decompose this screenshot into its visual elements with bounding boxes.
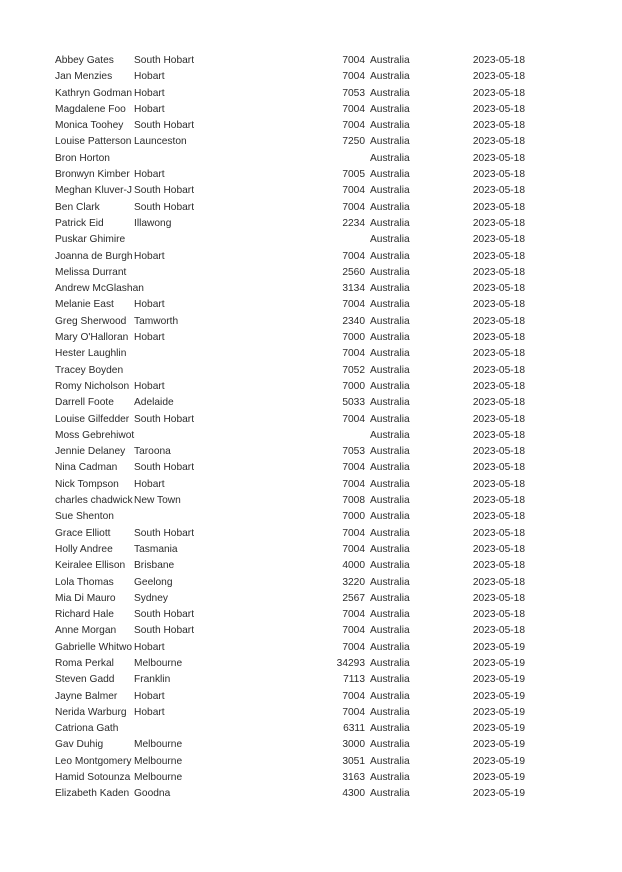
- country-cell: Australia: [370, 576, 410, 588]
- name-cell: Darrell Foote: [55, 397, 114, 409]
- date-cell: 2023-05-19: [472, 772, 525, 784]
- country-cell: Australia: [370, 120, 410, 132]
- date-cell: 2023-05-18: [472, 380, 525, 392]
- city-cell: South Hobart: [134, 120, 195, 132]
- postcode-cell: 7004: [342, 413, 365, 425]
- postcode-cell: 7113: [343, 674, 365, 686]
- postcode-cell: 3220: [342, 576, 365, 588]
- country-cell: Australia: [370, 543, 410, 555]
- date-cell: 2023-05-18: [472, 169, 525, 181]
- postcode-cell: 3134: [342, 283, 365, 295]
- country-cell: Australia: [370, 462, 410, 474]
- name-cell: Roma Perkal: [55, 657, 114, 669]
- name-cell: Anne Morgan: [55, 625, 117, 637]
- postcode-cell: 7004: [342, 103, 365, 115]
- country-cell: Australia: [370, 201, 410, 213]
- table-row: [55, 167, 535, 183]
- city-cell: Hobart: [134, 478, 165, 490]
- table-row: [55, 314, 535, 330]
- name-cell: Louise Patterson: [55, 136, 132, 148]
- name-cell: Romy Nicholson: [55, 380, 130, 392]
- country-cell: Australia: [370, 87, 410, 99]
- name-cell: Nerida Warburg: [55, 706, 127, 718]
- postcode-cell: 34293: [336, 657, 365, 669]
- table-row: [55, 102, 535, 118]
- name-cell: Bronwyn Kimber: [55, 169, 130, 181]
- name-cell: Magdalene Foo: [55, 103, 126, 115]
- table-row: [55, 265, 535, 281]
- table-row: [55, 460, 535, 476]
- city-cell: Hobart: [134, 71, 165, 83]
- name-cell: Nina Cadman: [55, 462, 118, 474]
- name-cell: Holly Andree: [55, 543, 113, 555]
- postcode-cell: 4300: [342, 788, 365, 800]
- name-cell: Joanna de Burgh: [55, 250, 133, 262]
- date-cell: 2023-05-18: [472, 495, 525, 507]
- postcode-cell: 7004: [342, 641, 365, 653]
- date-cell: 2023-05-18: [472, 136, 525, 148]
- table-row: [55, 607, 535, 623]
- table-row: [55, 591, 535, 607]
- name-cell: Patrick Eid: [55, 217, 104, 229]
- table-row: [55, 640, 535, 656]
- table-row: [55, 721, 535, 737]
- country-cell: Australia: [370, 103, 410, 115]
- table-row: [55, 216, 535, 232]
- city-cell: Hobart: [134, 641, 165, 653]
- name-cell: Hamid Sotounza: [55, 772, 131, 784]
- date-cell: 2023-05-18: [472, 103, 525, 115]
- date-cell: 2023-05-18: [472, 315, 525, 327]
- name-cell: Keiralee Ellison: [55, 560, 126, 572]
- country-cell: Australia: [370, 380, 410, 392]
- name-cell: Gav Duhig: [55, 739, 104, 751]
- name-cell: Leo Montgomery: [55, 755, 132, 767]
- postcode-cell: 7000: [342, 380, 365, 392]
- city-cell: Franklin: [134, 674, 171, 686]
- name-cell: Grace Elliott: [55, 527, 111, 539]
- name-cell: Greg Sherwood: [55, 315, 127, 327]
- country-cell: Australia: [370, 592, 410, 604]
- country-cell: Australia: [370, 560, 410, 572]
- date-cell: 2023-05-19: [472, 641, 525, 653]
- postcode-cell: 6311: [343, 723, 365, 735]
- date-cell: 2023-05-18: [472, 543, 525, 555]
- name-cell: Hester Laughlin: [55, 348, 127, 360]
- country-cell: Australia: [370, 429, 410, 441]
- city-cell: Sydney: [134, 592, 168, 604]
- postcode-cell: 4000: [342, 560, 365, 572]
- city-cell: Hobart: [134, 380, 165, 392]
- date-cell: 2023-05-18: [472, 55, 525, 66]
- date-cell: 2023-05-18: [472, 609, 525, 621]
- table-row: [55, 69, 535, 85]
- postcode-cell: 7004: [342, 55, 365, 66]
- postcode-cell: 7004: [342, 625, 365, 637]
- city-cell: South Hobart: [134, 625, 195, 637]
- table-row: [55, 281, 535, 297]
- name-cell: Moss Gebrehiwot: [55, 429, 135, 441]
- table-row: [55, 379, 535, 395]
- country-cell: Australia: [370, 185, 410, 197]
- postcode-cell: 3051: [342, 755, 365, 767]
- name-cell: Richard Hale: [55, 609, 114, 621]
- name-cell: Catriona Gath: [55, 723, 119, 735]
- country-cell: Australia: [370, 364, 410, 376]
- name-cell: Tracey Boyden: [55, 364, 124, 376]
- country-cell: Australia: [370, 283, 410, 295]
- date-cell: 2023-05-18: [472, 185, 525, 197]
- city-cell: Goodna: [134, 788, 171, 800]
- country-cell: Australia: [370, 495, 410, 507]
- country-cell: Australia: [370, 136, 410, 148]
- date-cell: 2023-05-19: [472, 723, 525, 735]
- name-cell: Bron Horton: [55, 152, 110, 164]
- country-cell: Australia: [370, 446, 410, 458]
- name-cell: Lola Thomas: [55, 576, 114, 588]
- date-cell: 2023-05-19: [472, 657, 525, 669]
- country-cell: Australia: [370, 169, 410, 181]
- table-row: [55, 346, 535, 362]
- name-cell: Elizabeth Kaden: [55, 788, 130, 800]
- table-row: [55, 200, 535, 216]
- country-cell: Australia: [370, 315, 410, 327]
- postcode-cell: 3163: [342, 772, 365, 784]
- date-cell: 2023-05-18: [472, 250, 525, 262]
- date-cell: 2023-05-18: [472, 462, 525, 474]
- table-row: [55, 542, 535, 558]
- name-cell: Gabrielle Whitwo: [55, 641, 132, 653]
- country-cell: Australia: [370, 739, 410, 751]
- table-row: [55, 444, 535, 460]
- city-cell: Adelaide: [134, 397, 174, 409]
- postcode-cell: 5033: [342, 397, 365, 409]
- name-cell: Monica Toohey: [55, 120, 124, 132]
- date-cell: 2023-05-18: [472, 201, 525, 213]
- city-cell: New Town: [134, 495, 181, 507]
- city-cell: South Hobart: [134, 462, 195, 474]
- name-cell: Melissa Durrant: [55, 266, 127, 278]
- name-cell: Mary O'Halloran: [55, 332, 129, 344]
- country-cell: Australia: [370, 723, 410, 735]
- date-cell: 2023-05-18: [472, 217, 525, 229]
- table-row: [55, 412, 535, 428]
- postcode-cell: 7004: [342, 706, 365, 718]
- signatory-table: [55, 53, 535, 803]
- date-cell: 2023-05-18: [472, 625, 525, 637]
- name-cell: Meghan Kluver-J: [55, 185, 133, 197]
- table-row: [55, 134, 535, 150]
- date-cell: 2023-05-18: [472, 527, 525, 539]
- date-cell: 2023-05-18: [472, 71, 525, 83]
- date-cell: 2023-05-18: [472, 348, 525, 360]
- table-row: [55, 526, 535, 542]
- name-cell: Jayne Balmer: [55, 690, 118, 702]
- name-cell: Ben Clark: [55, 201, 100, 213]
- date-cell: 2023-05-18: [472, 152, 525, 164]
- name-cell: Kathryn Godman: [55, 87, 133, 99]
- date-cell: 2023-05-19: [472, 739, 525, 751]
- postcode-cell: 2567: [342, 592, 365, 604]
- country-cell: Australia: [370, 657, 410, 669]
- city-cell: Hobart: [134, 706, 165, 718]
- city-cell: Tasmania: [134, 543, 178, 555]
- country-cell: Australia: [370, 625, 410, 637]
- city-cell: Melbourne: [134, 739, 183, 751]
- name-cell: Sue Shenton: [55, 511, 114, 523]
- country-cell: Australia: [370, 299, 410, 311]
- date-cell: 2023-05-18: [472, 234, 525, 246]
- date-cell: 2023-05-19: [472, 755, 525, 767]
- table-row: [55, 363, 535, 379]
- date-cell: 2023-05-19: [472, 788, 525, 800]
- date-cell: 2023-05-18: [472, 560, 525, 572]
- postcode-cell: 7004: [342, 120, 365, 132]
- postcode-cell: 7250: [342, 136, 365, 148]
- table-row: [55, 118, 535, 134]
- table-row: [55, 623, 535, 639]
- postcode-cell: 7004: [342, 462, 365, 474]
- name-cell: charles chadwick: [55, 495, 133, 507]
- country-cell: Australia: [370, 788, 410, 800]
- country-cell: Australia: [370, 397, 410, 409]
- date-cell: 2023-05-19: [472, 690, 525, 702]
- table-row: [55, 770, 535, 786]
- country-cell: Australia: [370, 527, 410, 539]
- postcode-cell: 7004: [342, 609, 365, 621]
- table-row: [55, 151, 535, 167]
- country-cell: Australia: [370, 332, 410, 344]
- name-cell: Abbey Gates: [55, 55, 114, 66]
- table-row: [55, 53, 535, 69]
- country-cell: Australia: [370, 641, 410, 653]
- city-cell: Melbourne: [134, 755, 183, 767]
- name-cell: Louise Gilfedder: [55, 413, 130, 425]
- table-row: [55, 558, 535, 574]
- city-cell: South Hobart: [134, 527, 195, 539]
- country-cell: Australia: [370, 152, 410, 164]
- name-cell: Puskar Ghimire: [55, 234, 126, 246]
- table-row: [55, 183, 535, 199]
- postcode-cell: 2560: [342, 266, 365, 278]
- date-cell: 2023-05-18: [472, 413, 525, 425]
- date-cell: 2023-05-18: [472, 364, 525, 376]
- date-cell: 2023-05-19: [472, 706, 525, 718]
- table-row: [55, 737, 535, 753]
- country-cell: Australia: [370, 674, 410, 686]
- table-row: [55, 689, 535, 705]
- postcode-cell: 7004: [342, 527, 365, 539]
- name-cell: Jan Menzies: [55, 71, 113, 83]
- city-cell: Tamworth: [134, 315, 179, 327]
- country-cell: Australia: [370, 266, 410, 278]
- name-cell: Nick Tompson: [55, 478, 119, 490]
- date-cell: 2023-05-18: [472, 266, 525, 278]
- postcode-cell: 2234: [342, 217, 365, 229]
- postcode-cell: 2340: [342, 315, 365, 327]
- city-cell: Hobart: [134, 87, 165, 99]
- city-cell: Melbourne: [134, 772, 183, 784]
- country-cell: Australia: [370, 511, 410, 523]
- country-cell: Australia: [370, 217, 410, 229]
- postcode-cell: 7004: [342, 478, 365, 490]
- city-cell: Hobart: [134, 690, 165, 702]
- table-row: [55, 232, 535, 248]
- name-cell: Steven Gadd: [55, 674, 115, 686]
- country-cell: Australia: [370, 755, 410, 767]
- postcode-cell: 7004: [342, 690, 365, 702]
- date-cell: 2023-05-18: [472, 429, 525, 441]
- postcode-cell: 7000: [342, 332, 365, 344]
- date-cell: 2023-05-19: [472, 674, 525, 686]
- date-cell: 2023-05-18: [472, 576, 525, 588]
- postcode-cell: 3000: [342, 739, 365, 751]
- date-cell: 2023-05-18: [472, 332, 525, 344]
- date-cell: 2023-05-18: [472, 283, 525, 295]
- country-cell: Australia: [370, 250, 410, 262]
- name-cell: Melanie East: [55, 299, 114, 311]
- table-row: [55, 786, 535, 802]
- postcode-cell: 7053: [342, 446, 365, 458]
- city-cell: South Hobart: [134, 185, 195, 197]
- date-cell: 2023-05-18: [472, 592, 525, 604]
- country-cell: Australia: [370, 348, 410, 360]
- postcode-cell: 7000: [342, 511, 365, 523]
- city-cell: Taroona: [134, 446, 171, 458]
- table-row: [55, 86, 535, 102]
- postcode-cell: 7004: [342, 185, 365, 197]
- postcode-cell: 7004: [342, 299, 365, 311]
- city-cell: South Hobart: [134, 201, 195, 213]
- country-cell: Australia: [370, 234, 410, 246]
- date-cell: 2023-05-18: [472, 299, 525, 311]
- city-cell: South Hobart: [134, 609, 195, 621]
- country-cell: Australia: [370, 55, 410, 66]
- date-cell: 2023-05-18: [472, 120, 525, 132]
- date-cell: 2023-05-18: [472, 446, 525, 458]
- postcode-cell: 7004: [342, 250, 365, 262]
- postcode-cell: 7008: [342, 495, 365, 507]
- postcode-cell: 7052: [342, 364, 365, 376]
- table-row: [55, 656, 535, 672]
- country-cell: Australia: [370, 71, 410, 83]
- postcode-cell: 7004: [342, 201, 365, 213]
- city-cell: Geelong: [134, 576, 173, 588]
- city-cell: Launceston: [134, 136, 187, 148]
- name-cell: Mia Di Mauro: [55, 592, 116, 604]
- table-row: [55, 575, 535, 591]
- postcode-cell: 7004: [342, 71, 365, 83]
- table-row: [55, 672, 535, 688]
- table-row: [55, 428, 535, 444]
- city-cell: Hobart: [134, 169, 165, 181]
- table-row: [55, 395, 535, 411]
- table-row: [55, 705, 535, 721]
- name-cell: Andrew McGlashan: [55, 283, 144, 295]
- date-cell: 2023-05-18: [472, 511, 525, 523]
- city-cell: Hobart: [134, 103, 165, 115]
- country-cell: Australia: [370, 706, 410, 718]
- table-row: [55, 297, 535, 313]
- city-cell: Hobart: [134, 299, 165, 311]
- country-cell: Australia: [370, 609, 410, 621]
- table-row: [55, 477, 535, 493]
- date-cell: 2023-05-18: [472, 397, 525, 409]
- city-cell: Hobart: [134, 332, 165, 344]
- table-row: [55, 249, 535, 265]
- postcode-cell: 7053: [342, 87, 365, 99]
- city-cell: Melbourne: [134, 657, 183, 669]
- table-row: [55, 754, 535, 770]
- city-cell: Brisbane: [134, 560, 175, 572]
- country-cell: Australia: [370, 772, 410, 784]
- date-cell: 2023-05-18: [472, 478, 525, 490]
- table-row: [55, 330, 535, 346]
- city-cell: Hobart: [134, 250, 165, 262]
- country-cell: Australia: [370, 413, 410, 425]
- name-cell: Jennie Delaney: [55, 446, 126, 458]
- country-cell: Australia: [370, 690, 410, 702]
- city-cell: Illawong: [134, 217, 172, 229]
- country-cell: Australia: [370, 478, 410, 490]
- table-row: [55, 509, 535, 525]
- city-cell: South Hobart: [134, 413, 195, 425]
- postcode-cell: 7005: [342, 169, 365, 181]
- postcode-cell: 7004: [342, 348, 365, 360]
- postcode-cell: 7004: [342, 543, 365, 555]
- table-row: [55, 493, 535, 509]
- date-cell: 2023-05-18: [472, 87, 525, 99]
- city-cell: South Hobart: [134, 55, 195, 66]
